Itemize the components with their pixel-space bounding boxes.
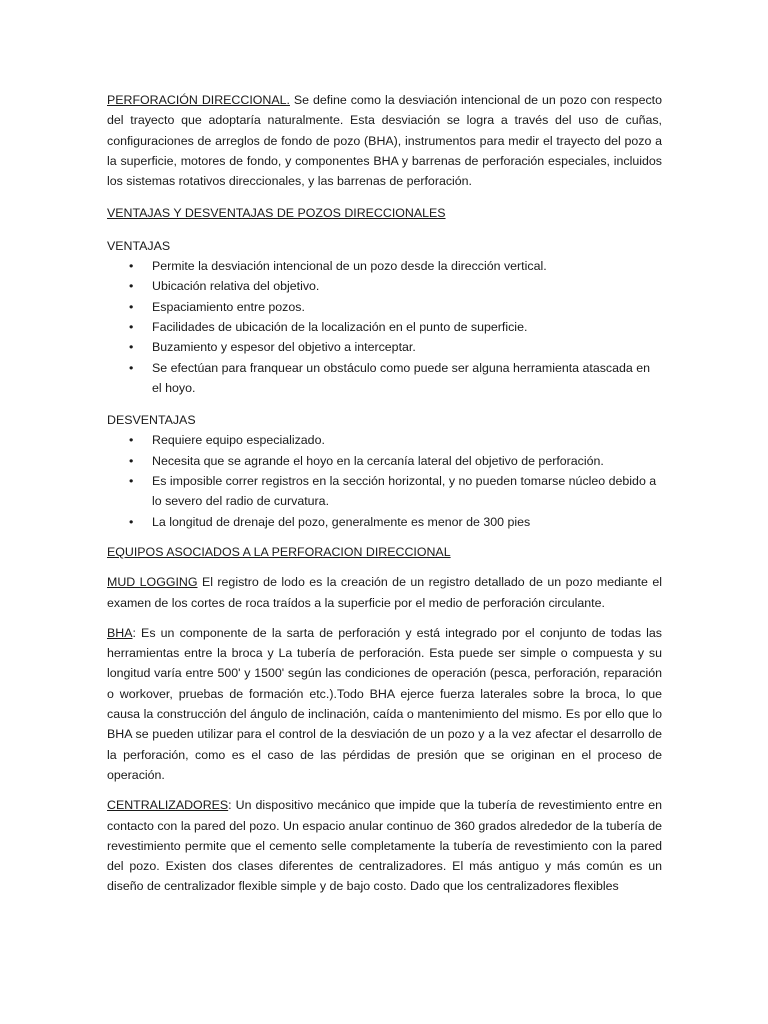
list-item — [107, 256, 662, 276]
bullet-icon: • — [129, 259, 134, 274]
intro-heading: PERFORACIÓN DIRECCIONAL. — [107, 93, 290, 107]
list-item-text: Necesita que se agrande el hoyo en la cercanía lateral del objetivo de perforación. — [152, 453, 604, 468]
list-item — [107, 471, 662, 512]
list-item — [107, 451, 662, 471]
list-item — [107, 430, 662, 450]
bullet-icon: • — [129, 514, 134, 529]
equipos-title: EQUIPOS ASOCIADOS A LA PERFORACION DIRECCIONAL — [107, 544, 451, 559]
intro-text: Se define como la desviación intencional de un pozo con respecto del trayecto que adoptaría naturalmente. Esta desviación se logra a través del uso de cuñas, configuraciones de arreglos de fondo de pozo (BHA), instrumentos para medir el trayecto del pozo a la superficie, motores de fondo, y componentes BHA y barrenas de perforación especiales, incluidos los sistemas rotativos direccionales, y las barrenas de perforación. — [107, 93, 662, 189]
list-item-text: Se efectúan para franquear un obstáculo como puede ser alguna herramienta atascada en el hoyo. — [152, 360, 651, 395]
mud-logging-term: MUD LOGGING — [107, 575, 198, 590]
list-item — [107, 297, 662, 317]
ventajas-label: VENTAJAS — [107, 238, 171, 253]
bullet-icon: • — [129, 474, 134, 489]
bha-paragraph — [107, 623, 662, 785]
list-item — [107, 512, 662, 532]
section-title: VENTAJAS Y DESVENTAJAS DE POZOS DIRECCIONALES — [107, 206, 446, 221]
document-page — [107, 90, 662, 897]
desventajas-label: DESVENTAJAS — [107, 413, 196, 428]
bullet-icon: • — [129, 299, 134, 314]
bullet-icon: • — [129, 279, 134, 294]
bullet-icon: • — [129, 433, 134, 448]
bullet-icon: • — [129, 453, 134, 468]
ventajas-list — [107, 256, 662, 398]
list-item-text: Espaciamiento entre pozos. — [152, 299, 305, 314]
intro-paragraph — [107, 90, 662, 191]
centralizadores-text: : Un dispositivo mecánico que impide que la tubería de revestimiento entre en contacto con la pared del pozo. Un espacio anular continuo de 360 grados alrededor de la tubería de revestimiento permite que el cemento selle completamente la tubería de revestimiento con la pared del pozo. Existen dos clases diferentes de centralizadores. El más antiguo y más común es un diseño de centralizador flexible simple y de bajo costo. Dado que los centralizadores flexibles — [107, 798, 662, 894]
list-item-text: Ubicación relativa del objetivo. — [152, 279, 320, 294]
list-item — [107, 276, 662, 296]
list-item — [107, 358, 662, 399]
list-item — [107, 337, 662, 357]
desventajas-list — [107, 430, 662, 531]
bha-text: : Es un componente de la sarta de perforación y está integrado por el conjunto de todas las herramientas entre la broca y La tubería de perforación. Esta puede ser simple o compuesta y su longitud varía entre 500' y 1500' según las condiciones de operación (pesca, perforación, reparación o workover, pruebas de formación etc.).Todo BHA ejerce fuerza laterales sobre la broca, lo que causa la construcción del ángulo de inclinación, caída o mantenimiento del mismo. Es por ello que lo BHA se pueden utilizar para el control de la desviación de un pozo y a la vez afectar el desarrollo de la perforación, como es el caso de las pérdidas de presión que se originan en el proceso de operación. — [107, 625, 662, 782]
bullet-icon: • — [129, 360, 134, 375]
list-item — [107, 317, 662, 337]
centralizadores-term: CENTRALIZADORES — [107, 798, 229, 813]
centralizadores-paragraph — [107, 795, 662, 896]
list-item-text: Buzamiento y espesor del objetivo a interceptar. — [152, 340, 416, 355]
bullet-icon: • — [129, 340, 134, 355]
bha-term: BHA — [107, 625, 133, 640]
list-item-text: Permite la desviación intencional de un pozo desde la dirección vertical. — [152, 259, 547, 274]
bullet-icon: • — [129, 319, 134, 334]
list-item-text: Facilidades de ubicación de la localización en el punto de superficie. — [152, 319, 528, 334]
mud-logging-paragraph — [107, 572, 662, 613]
list-item-text: Es imposible correr registros en la sección horizontal, y no pueden tomarse núcleo debido a lo severo del radio de curvatura. — [152, 474, 657, 509]
mud-logging-text: El registro de lodo es la creación de un registro detallado de un pozo mediante el examen de los cortes de roca traídos a la superficie por el medio de perforación circulante. — [107, 575, 662, 610]
list-item-text: Requiere equipo especializado. — [152, 433, 325, 448]
list-item-text: La longitud de drenaje del pozo, generalmente es menor de 300 pies — [152, 514, 531, 529]
